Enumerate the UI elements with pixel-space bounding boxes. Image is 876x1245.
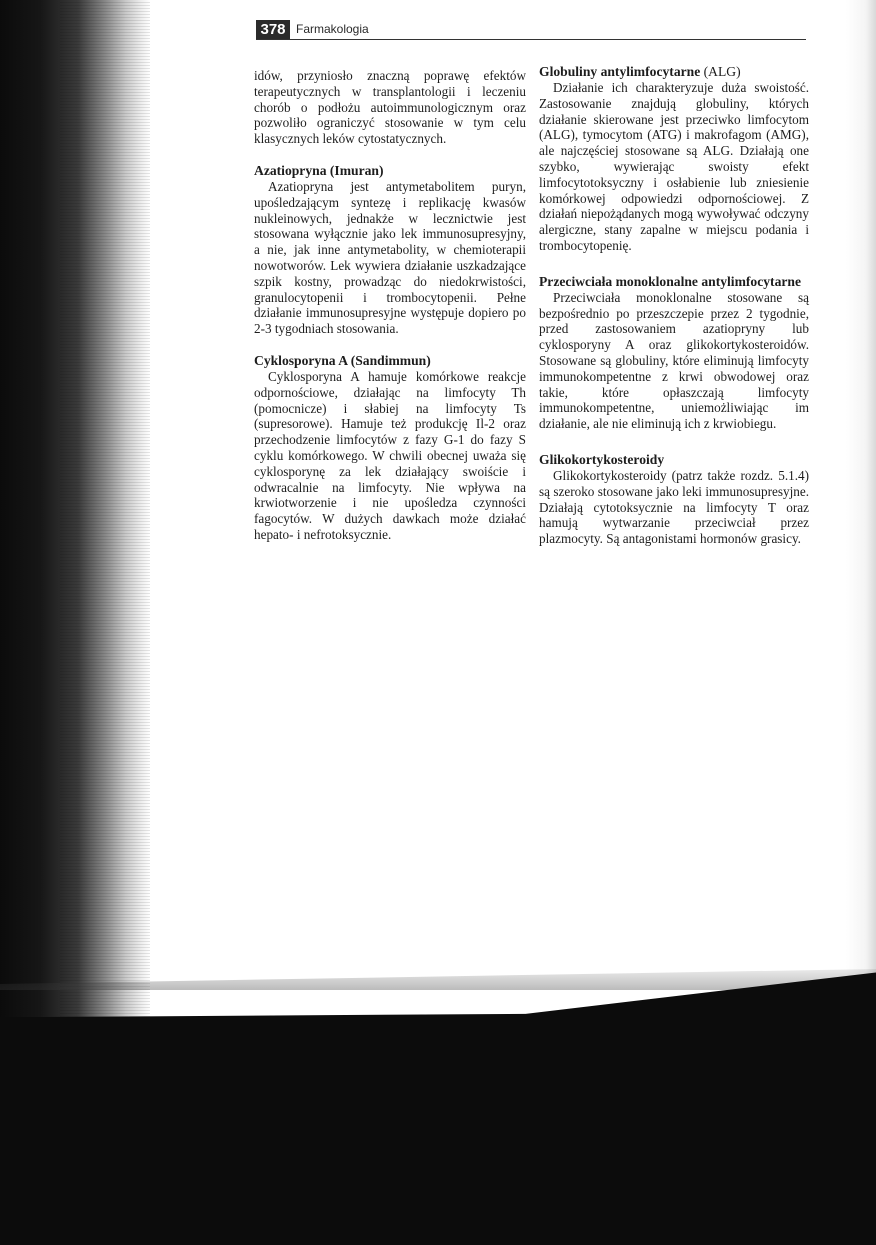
section-heading-glikokortykosteroidy: Glikokortykosteroidy: [539, 451, 665, 467]
globuliny-heading-abbr: (ALG): [703, 64, 741, 79]
section-heading-cyklosporyna: Cyklosporyna A (Sandimmun): [254, 352, 431, 368]
section-heading-azatiopryna: Azatiopryna (Imuran): [254, 162, 384, 178]
section-heading-przeciwciala: Przeciwciała monoklonalne antylimfocytarne: [539, 273, 802, 289]
scan-right-edge: [846, 0, 876, 985]
section-text-glikokortykosteroidy: Glikokortykosteroidy (patrz także rozdz. 5.1.4) są szeroko stosowane jako leki immunosupresyjne. Działają cytotoksycznie na limfocyty T oraz hamują wytwarzanie przeciwciał przez plazmocyty. Są antagonistami hormonów grasicy.: [539, 467, 809, 547]
right-column: [539, 64, 809, 547]
left-column: [254, 68, 526, 543]
globuliny-heading-bold: Globuliny antylimfocytarne: [539, 64, 701, 79]
running-title: Farmakologia: [296, 22, 369, 36]
section-text-cyklosporyna: Cyklosporyna A hamuje komórkowe reakcje odpornościowe, działając na limfocyty Th (pomocnicze) i słabiej na limfocyty Ts (supresorowe). Hamuje też produkcję Il-2 oraz przechodzenie limfocytów z fazy G-1 do fazy S cyklu komórkowego. W chwili obecnej uważa się cyklosporynę za lek działający swoiście i odwracalnie na limfocyty. Nie wpływa na krwiotworzenie i nie upośledza czynności fagocytów. W dużych dawkach może działać hepato- i nefrotoksycznie.: [254, 368, 526, 542]
page-header: [256, 20, 806, 40]
intro-paragraph: idów, przyniosło znaczną poprawę efektów terapeutycznych w transplantologii i leczeniu chorób o podłożu autoimmunologicznym oraz pozwoliło ograniczyć stosowanie w tym celu klasycznych leków cytostatycznych.: [254, 68, 526, 147]
header-rule: [256, 39, 806, 40]
section-heading-globuliny: [539, 64, 809, 80]
page-number-badge: 378: [256, 20, 290, 40]
section-text-globuliny: Działanie ich charakteryzuje duża swoistość. Zastosowanie znajdują globuliny, których działanie skierowane jest przeciwko limfocytom (ALG), tymocytom (ATG) i makrofagom (AMG), ale najczęściej stosowane są ALG. Działają one szybko, wywierając swoisty efekt limfocytotoksyczny i osłabienie lub zniesienie komórkowej odpowiedzi odpornościowej. Z działań niepożądanych mogą wywoływać odczyny alergiczne, stany zapalne w miejscu podania i trombocytopenię.: [539, 80, 809, 253]
section-text-przeciwciala: Przeciwciała monoklonalne stosowane są bezpośrednio po przeszczepie przez 2 tygodnie, przed zastosowaniem azatiopryny lub cyklosporyny A oraz glikokortykosteroidów. Stosowane są globuliny, które eliminują limfocyty immunokompetentne z krwi obwodowej oraz takie, które opłaszczają limfocyty immunokompetentne, uniemożliwiając im działanie, ale nie eliminują ich z krwiobiegu.: [539, 289, 809, 432]
section-text-azatiopryna: Azatiopryna jest antymetabolitem puryn, upośledzającym syntezę i replikację kwasów nukleinowych, jednakże w lecznictwie jest stosowana wyłącznie jako lek immunosupresyjny, a nie, jak inne antymetabolity, w chemioterapii nowotworów. Lek wywiera działanie uszkadzające szpik kostny, prowadząc do niedokrwistości, granulocytopenii i trombocytopenii. Pełne działanie immunosupresyjne występuje dopiero po 2-3 tygodniach stosowania.: [254, 178, 526, 337]
